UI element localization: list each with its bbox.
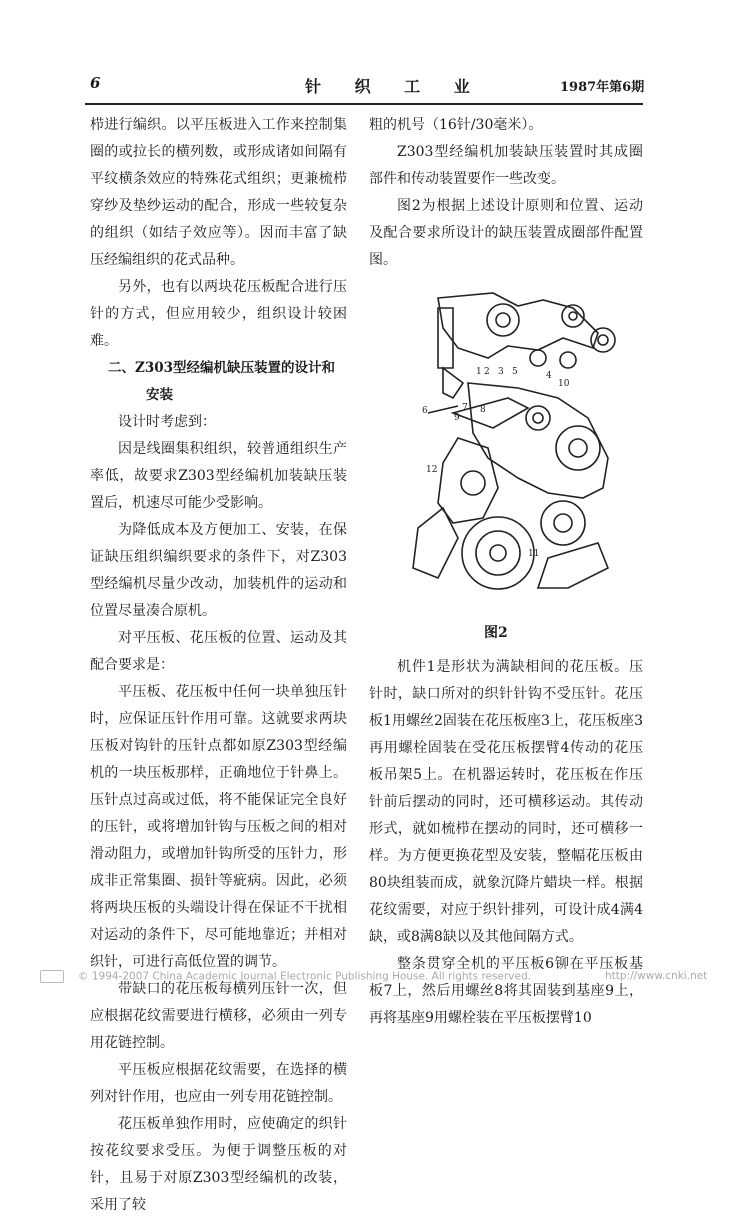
paragraph: 平压板、花压板中任何一块单独压针时，应保证压针作用可靠。这就要求两块压板对钩针的压针点都如原Z303型经编机的一块压板那样，正确地位于针鼻上。压针点过高或过低，将不能保证完全良好的压针，或将增加针钩与压板之间的相对滑动阻力，或增加针钩所受的压针力，形成非正常集圈、损针等疵病。因此，必须将两块压板的头端设计得在保证不干扰相对运动的条件下，尽可能地靠近；并相对织针，可进行高低位置的调节。 — [90, 684, 347, 970]
paragraph: 平压板应根据花纹需要，在选择的横列对针作用，也应由一列专用花链控制。 — [90, 1062, 347, 1105]
cnki-logo-icon — [40, 970, 64, 983]
figure-caption: 图2 — [484, 625, 508, 641]
paragraph: 花压板单独作用时，应使确定的织针按花纹要求受压。为便于调整压板的对针，且易于对原Z303型经编机的改装，采用了较 — [90, 1116, 347, 1213]
part-label-6: 6 — [422, 406, 428, 416]
part-label-4: 4 — [546, 371, 552, 381]
issue-label: 1987年第6期 — [560, 80, 645, 95]
paragraph: 机件1是形状为满缺相间的花压板。压针时，缺口所对的织针针钩不受压针。花压板1用螺丝2固装在花压板座3上，花压板座3再用螺栓固装在受花压板摆臂4传动的花压板吊架5上。在机器运转时，花压板在作压针前后摆动的同时，还可横移运动。其传动形式，就如梳栉在摆动的同时，还可横移一样。为方便更换花型及安装，整幅花压板由80块组装而成，就象沉降片蜡块一样。根据花纹需要，对应于织针排列，可设计成4满4缺，或8满8缺以及其他间隔方式。 — [369, 659, 643, 945]
paragraph: 另外，也有以两块花压板配合进行压针的方式，但应用较少，组织设计较困难。 — [90, 279, 347, 349]
paragraph: 图2为根据上述设计原则和位置、运动及配合要求所设计的缺压装置成圈部件配置图。 — [369, 198, 643, 268]
paragraph: 安装 — [146, 387, 173, 403]
paragraph: Z303型经编机加装缺压装置时其成圈部件和传动装置要作一些改变。 — [369, 144, 643, 187]
paragraph: 栉进行编织。以平压板进入工作来控制集圈的或拉长的横列数，或形成诸如间隔有平纹横条效应的特殊花式组织；更兼梳栉穿纱及垫纱运动的配合，形成一些较复杂的组织（如结子效应等）。因而丰富了缺压经编组织的花式品种。 — [90, 117, 347, 268]
journal-title: 针 织 工 业 — [305, 77, 484, 96]
paragraph: 带缺口的花压板每横列压针一次，但应根据花纹需要进行横移，必须由一列专用花链控制。 — [90, 981, 347, 1051]
part-label-7: 7 — [462, 403, 468, 413]
part-label-11: 11 — [528, 549, 540, 559]
part-label-8: 8 — [480, 405, 486, 415]
footer-copyright: © 1994-2007 China Academic Journal Electronic Publishing House. All rights reserved. — [78, 970, 531, 983]
paragraph: 为降低成本及方便加工、安装，在保证缺压组织编织要求的条件下，对Z303型经编机尽量少改动，加装机件的运动和位置尽量凑合原机。 — [90, 522, 347, 619]
part-label-1: 1 — [476, 367, 482, 377]
part-label-2: 2 — [484, 367, 490, 377]
mechanism-figure — [398, 288, 618, 608]
paragraph: 二、Z303型经编机缺压装置的设计和 — [108, 360, 336, 376]
left-column — [90, 112, 347, 1219]
paragraph: 对平压板、花压板的位置、运动及其配合要求是： — [90, 630, 347, 673]
footer — [40, 970, 708, 983]
paragraph: 粗的机号（16针/30毫米）。 — [369, 117, 543, 133]
header-rule — [85, 103, 643, 105]
right-column-top — [369, 112, 643, 274]
part-label-9: 9 — [454, 413, 460, 423]
footer-url[interactable]: http://www.cnki.net — [605, 970, 708, 982]
part-label-5: 5 — [512, 367, 518, 377]
paragraph: 设计时考虑到： — [118, 414, 216, 430]
paragraph: 因是线圈集积组织，较普通组织生产率低，故要求Z303型经编机加装缺压装置后，机速尽可能少受影响。 — [90, 441, 347, 511]
part-label-12: 12 — [426, 465, 438, 475]
paragraph: 整条贯穿全机的平压板6铆在平压板基板7上，然后用螺丝8将其固装到基座9上，再将基座9用螺栓装在平压板摆臂10 — [369, 956, 643, 1026]
part-label-10: 10 — [558, 379, 570, 389]
part-label-3: 3 — [498, 367, 504, 377]
page-number: 6 — [90, 74, 101, 92]
